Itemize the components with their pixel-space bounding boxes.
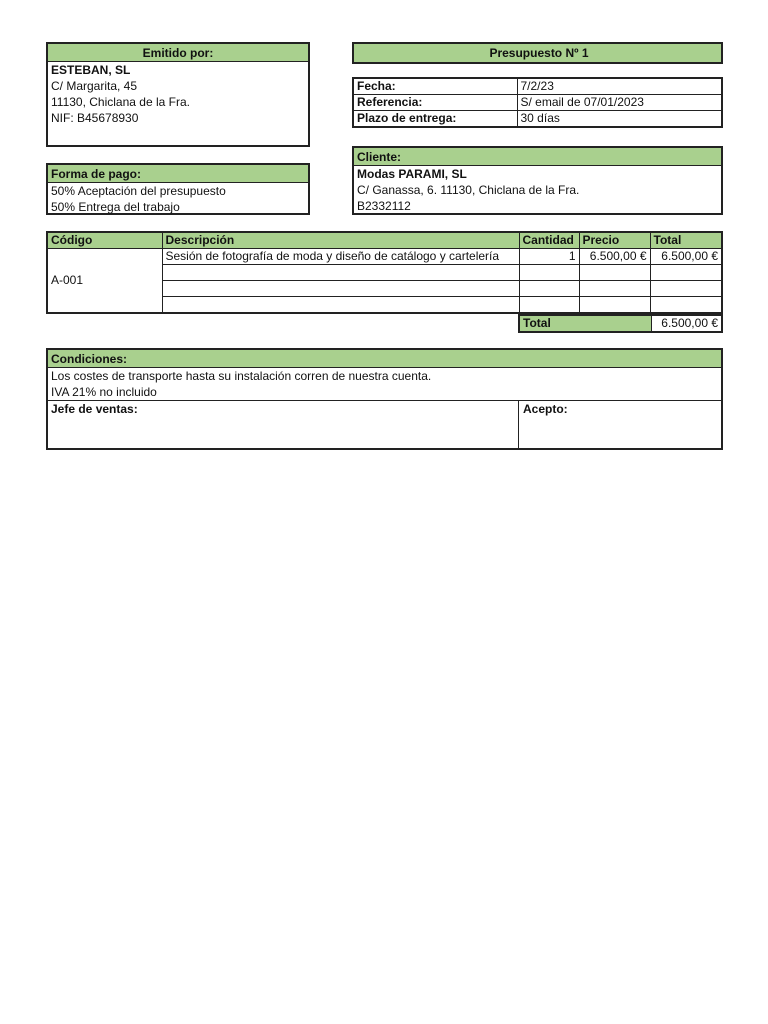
referencia-value: S/ email de 07/01/2023 (517, 95, 722, 111)
conditions-header: Condiciones: (48, 350, 721, 368)
referencia-row (353, 95, 722, 111)
issuer-address: C/ Margarita, 45 (51, 79, 138, 93)
issuer-header: Emitido por: (48, 44, 308, 62)
conditions-line-2: IVA 21% no incluido (51, 385, 157, 399)
signature-divider (518, 401, 519, 448)
item-quantity: 1 (519, 249, 579, 265)
client-address: C/ Ganassa, 6. 11130, Chiclana de la Fra. (357, 183, 580, 197)
accept-label: Acepto: (523, 402, 568, 416)
issuer-box (46, 42, 310, 147)
col-header-codigo: Código (47, 232, 162, 249)
payment-box (46, 163, 310, 215)
item-price: 6.500,00 € (579, 249, 650, 265)
total-row (519, 315, 722, 332)
total-label: Total (519, 315, 651, 332)
item-total: 6.500,00 € (650, 249, 722, 265)
plazo-label: Plazo de entrega: (353, 111, 517, 128)
col-header-cantidad: Cantidad (519, 232, 579, 249)
signature-row (48, 400, 721, 448)
client-name: Modas PARAMI, SL (357, 167, 467, 181)
fecha-value: 7/2/23 (517, 78, 722, 95)
client-nif: B2332112 (357, 199, 411, 213)
plazo-value: 30 días (517, 111, 722, 128)
item-description: Sesión de fotografía de moda y diseño de catálogo y cartelería (162, 249, 519, 265)
budget-title: Presupuesto Nº 1 (489, 46, 589, 60)
item-code: A-001 (47, 249, 162, 314)
issuer-city: 11130, Chiclana de la Fra. (51, 95, 190, 109)
client-box (352, 146, 723, 215)
sales-manager-label: Jefe de ventas: (51, 402, 138, 416)
plazo-row (353, 111, 722, 128)
payment-header: Forma de pago: (48, 165, 308, 183)
total-value: 6.500,00 € (651, 315, 722, 332)
col-header-precio: Precio (579, 232, 650, 249)
items-header-row (47, 232, 722, 249)
client-header: Cliente: (354, 148, 721, 166)
issuer-nif: NIF: B45678930 (51, 111, 139, 125)
items-table (46, 231, 723, 314)
table-row (47, 249, 722, 265)
payment-line-1: 50% Aceptación del presupuesto (51, 184, 226, 198)
total-table (518, 314, 723, 333)
conditions-box (46, 348, 723, 450)
fecha-row (353, 78, 722, 95)
budget-title-box (352, 42, 723, 64)
payment-line-2: 50% Entrega del trabajo (51, 200, 180, 214)
conditions-line-1: Los costes de transporte hasta su instalación corren de nuestra cuenta. (51, 369, 432, 383)
referencia-label: Referencia: (353, 95, 517, 111)
col-header-total: Total (650, 232, 722, 249)
issuer-name: ESTEBAN, SL (51, 63, 131, 77)
budget-details-table (352, 77, 723, 128)
fecha-label: Fecha: (353, 78, 517, 95)
col-header-descripcion: Descripción (162, 232, 519, 249)
